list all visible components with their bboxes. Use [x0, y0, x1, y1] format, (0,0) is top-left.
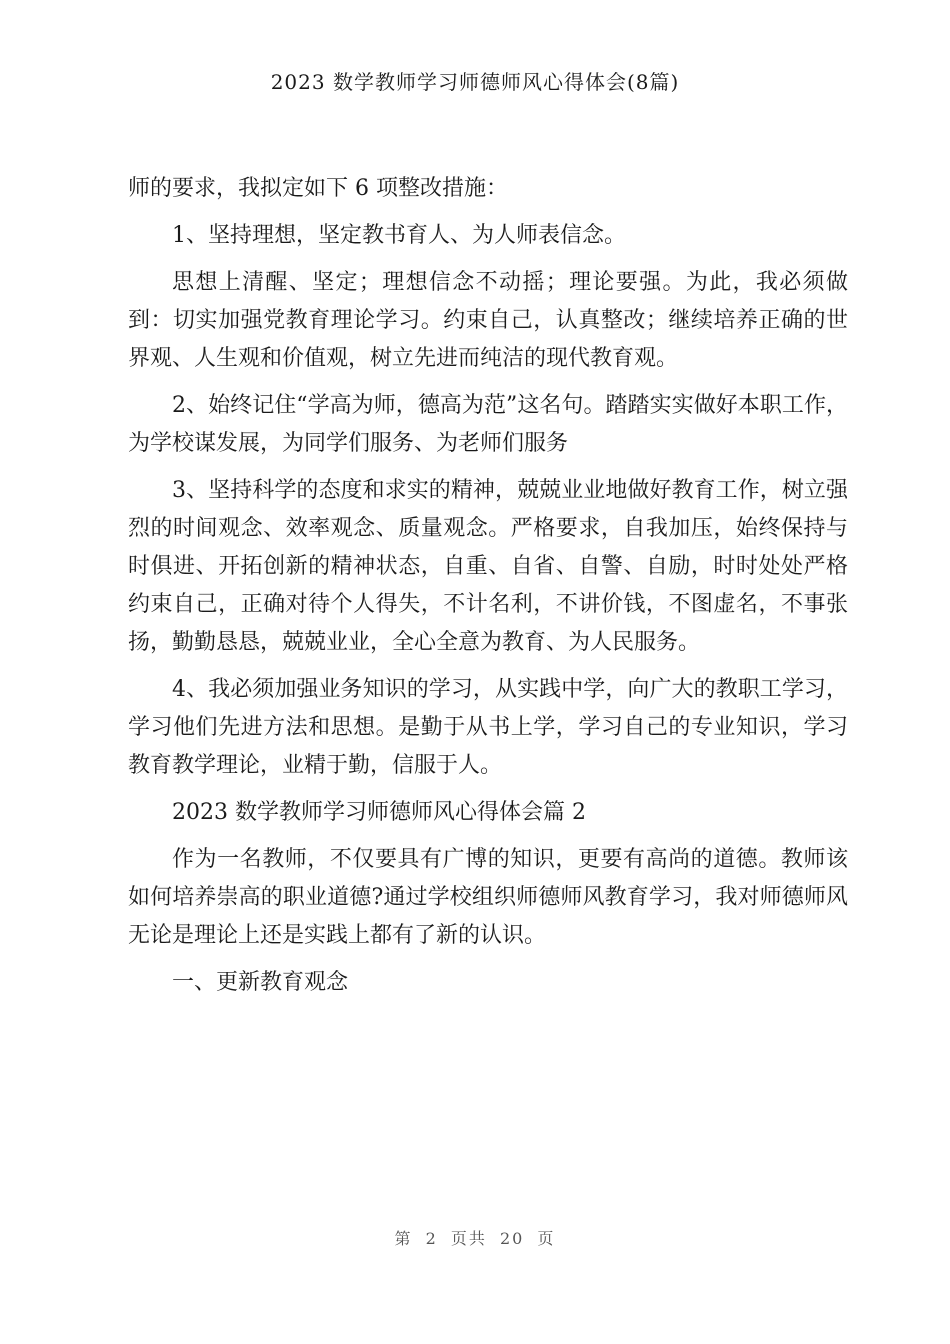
subheading-update-education-concept: 一、更新教育观念	[172, 970, 349, 995]
paragraph-item-2: 2、始终记住“学高为师，德高为范”这名句。踏踏实实做好本职工作，为学校谋发展，为同学们服务、为老师们服务	[128, 393, 848, 456]
paragraph-item-1-detail: 思想上清醒、坚定；理想信念不动摇；理论要强。为此，我必须做到：切实加强党教育理论学习。约束自己，认真整改；继续培养正确的世界观、人生观和价值观，树立先进而纯洁的现代教育观。	[128, 270, 848, 371]
document-body	[128, 170, 848, 1011]
paragraph-item-1: 1、坚持理想，坚定教书育人、为人师表信念。	[172, 223, 626, 248]
page-number-footer: 第 2 页共 20 页	[394, 1229, 556, 1248]
paragraph-intro-part-2: 作为一名教师，不仅要具有广博的知识，更要有高尚的道德。教师该如何培养崇高的职业道德?通过学校组织师德师风教育学习，我对师德师风无论是理论上还是实践上都有了新的认识。	[128, 847, 848, 948]
paragraph-continuation: 师的要求，我拟定如下 6 项整改措施：	[128, 176, 508, 201]
paragraph-item-4: 4、我必须加强业务知识的学习，从实践中学，向广大的教职工学习，学习他们先进方法和思想。是勤于从书上学，学习自己的专业知识，学习教育教学理论，业精于勤，信服于人。	[128, 677, 848, 778]
page-header-title: 2023 数学教师学习师德师风心得体会(8篇)	[270, 70, 680, 94]
paragraph-item-3: 3、坚持科学的态度和求实的精神，兢兢业业地做好教育工作，树立强烈的时间观念、效率观念、质量观念。严格要求，自我加压，始终保持与时俱进、开拓创新的精神状态，自重、自省、自警、自励，时时处处严格约束自己，正确对待个人得失，不计名利，不讲价钱，不图虚名，不事张扬，勤勤恳恳，兢兢业业，全心全意为教育、为人民服务。	[128, 478, 848, 655]
section-heading-part-2: 2023 数学教师学习师德师风心得体会篇 2	[172, 800, 586, 825]
